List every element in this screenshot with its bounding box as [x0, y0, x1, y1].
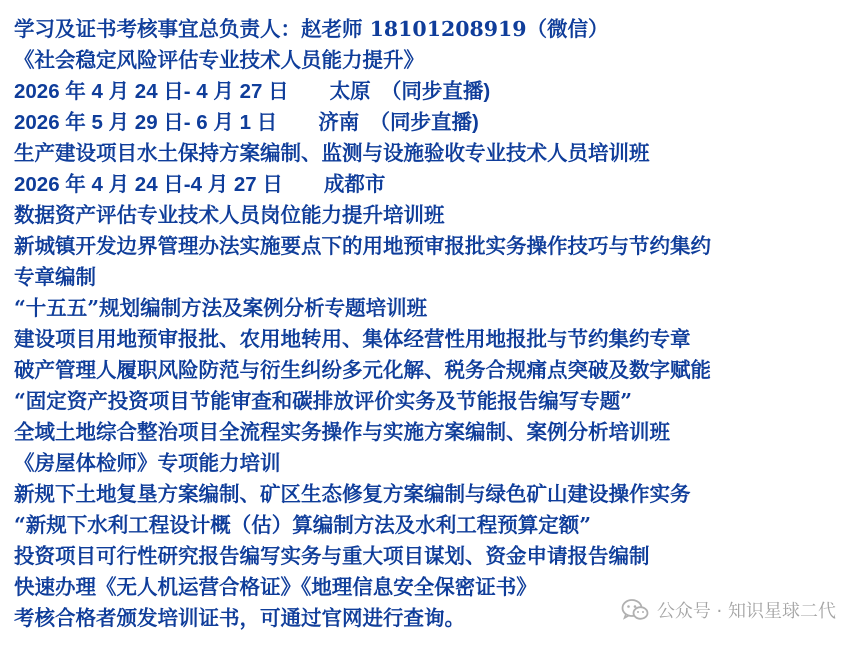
course-title-energy-review: “固定资产投资项目节能审查和碳排放评价实务及节能报告编写专题” — [14, 389, 633, 413]
course-title-drone-certificate: 快速办理《无人机运营合格证》《地理信息安全保密证书》 — [14, 575, 537, 599]
schedule-chengdu: 2026 年 4 月 24 日-4 月 27 日 成都市 — [14, 173, 386, 196]
schedule-jinan: 2026 年 5 月 29 日- 6 月 1 日 济南 （同步直播) — [14, 111, 479, 134]
course-title-15th-plan: “十五五”规划编制方法及案例分析专题培训班 — [14, 296, 428, 320]
course-title-urban-boundary: 新城镇开发边界管理办法实施要点下的用地预审报批实务操作技巧与节约集约 — [14, 234, 711, 258]
course-title-urban-boundary-cont: 专章编制 — [14, 265, 96, 289]
watermark — [621, 597, 836, 623]
course-title-social-risk: 《社会稳定风险评估专业技术人员能力提升》 — [14, 48, 424, 72]
certificate-note: 考核合格者颁发培训证书，可通过官网进行查询。 — [14, 606, 465, 630]
course-title-bankruptcy: 破产管理人履职风险防范与衍生纠纷多元化解、税务合规痛点突破及数字赋能 — [14, 358, 711, 382]
course-title-feasibility-study: 投资项目可行性研究报告编写实务与重大项目谋划、资金申请报告编制 — [14, 544, 650, 568]
course-title-land-approval: 建设项目用地预审报批、农用地转用、集体经营性用地报批与节约集约专章 — [14, 327, 691, 351]
course-title-house-inspector: 《房屋体检师》专项能力培训 — [14, 451, 281, 475]
course-title-data-assets: 数据资产评估专业技术人员岗位能力提升培训班 — [14, 203, 445, 227]
course-title-land-reclamation: 新规下土地复垦方案编制、矿区生态修复方案编制与绿色矿山建设操作实务 — [14, 482, 691, 506]
contact-line: 学习及证书考核事宜总负责人：赵老师 18101208919（微信） — [14, 17, 609, 41]
course-title-land-consolidation: 全域土地综合整治项目全流程实务操作与实施方案编制、案例分析培训班 — [14, 420, 670, 444]
wechat-icon — [621, 598, 649, 622]
course-title-water-engineering: “新规下水利工程设计概（估）算编制方法及水利工程预算定额” — [14, 513, 592, 537]
course-title-soil-water: 生产建设项目水土保持方案编制、监测与设施验收专业技术人员培训班 — [14, 141, 650, 165]
schedule-taiyuan: 2026 年 4 月 24 日- 4 月 27 日 太原 （同步直播) — [14, 80, 491, 103]
watermark-text: 公众号 · 知识星球二代 — [656, 601, 836, 622]
